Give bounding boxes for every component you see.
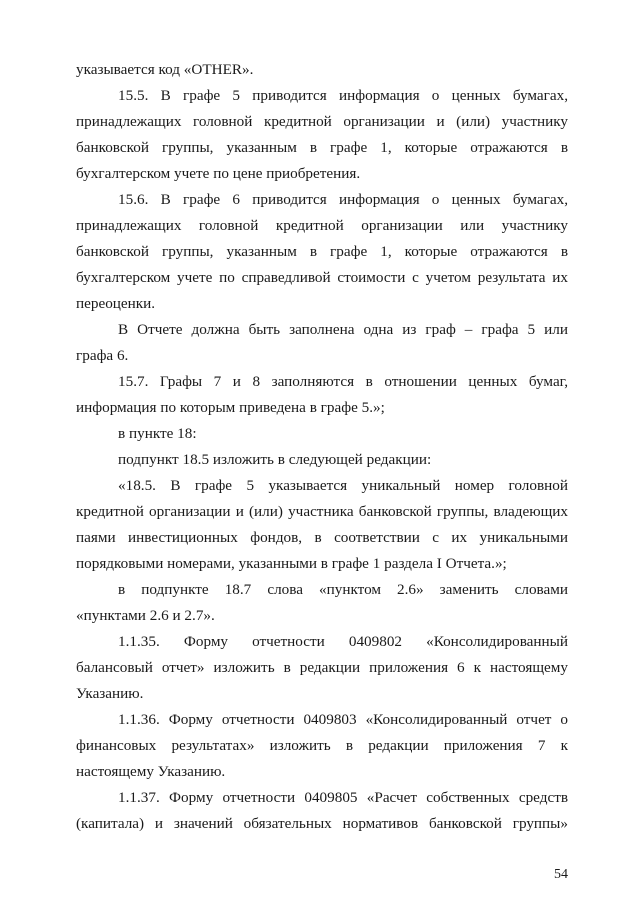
text-line: 1.1.36. Форму отчетности 0409803 «Консолидированный отчет о: [118, 711, 568, 728]
page-number: 54: [554, 867, 568, 882]
text-line: 15.5. В графе 5 приводится информация о ценных бумагах,: [118, 87, 568, 104]
text-line: балансовый отчет» изложить в редакции приложения 6 к настоящему: [76, 659, 568, 676]
text-line: «пунктами 2.6 и 2.7».: [76, 607, 215, 624]
text-line: указывается код «OTHER».: [76, 61, 254, 78]
text-line: в пункте 18:: [118, 425, 197, 442]
text-line: Указанию.: [76, 685, 144, 702]
text-line: «18.5. В графе 5 указывается уникальный номер головной: [118, 477, 568, 494]
text-line: графа 6.: [76, 347, 129, 364]
text-line: принадлежащих головной кредитной организации или участнику: [76, 217, 568, 234]
text-line: банковской группы, указанным в графе 1, которые отражаются в: [76, 139, 568, 156]
text-line: бухгалтерском учете по справедливой стоимости с учетом результата их: [76, 269, 568, 286]
text-line: в подпункте 18.7 слова «пунктом 2.6» заменить словами: [118, 581, 568, 598]
text-line: В Отчете должна быть заполнена одна из граф – графа 5 или: [118, 321, 568, 338]
text-line: настоящему Указанию.: [76, 763, 226, 780]
text-line: подпункт 18.5 изложить в следующей редакции:: [118, 451, 432, 468]
text-line: банковской группы, указанным в графе 1, которые отражаются в: [76, 243, 568, 260]
text-line: паями инвестиционных фондов, в соответствии с их уникальными: [76, 529, 568, 546]
text-line: принадлежащих головной кредитной организации и (или) участнику: [76, 113, 568, 130]
text-line: (капитала) и значений обязательных нормативов банковской группы»: [76, 815, 568, 832]
text-line: финансовых результатах» изложить в редакции приложения 7 к: [76, 737, 568, 754]
text-line: кредитной организации и (или) участника банковской группы, владеющих: [76, 503, 568, 520]
document-body: [76, 57, 568, 837]
text-line: порядковыми номерами, указанными в графе 1 раздела I Отчета.»;: [76, 555, 507, 572]
text-line: информация по которым приведена в графе 5.»;: [76, 399, 385, 416]
text-line: переоценки.: [76, 295, 156, 312]
text-line: 15.7. Графы 7 и 8 заполняются в отношении ценных бумаг,: [118, 373, 568, 390]
text-line: 1.1.35. Форму отчетности 0409802 «Консолидированный: [118, 633, 568, 650]
text-line: бухгалтерском учете по цене приобретения.: [76, 165, 361, 182]
text-line: 1.1.37. Форму отчетности 0409805 «Расчет собственных средств: [118, 789, 568, 806]
text-line: 15.6. В графе 6 приводится информация о ценных бумагах,: [118, 191, 568, 208]
